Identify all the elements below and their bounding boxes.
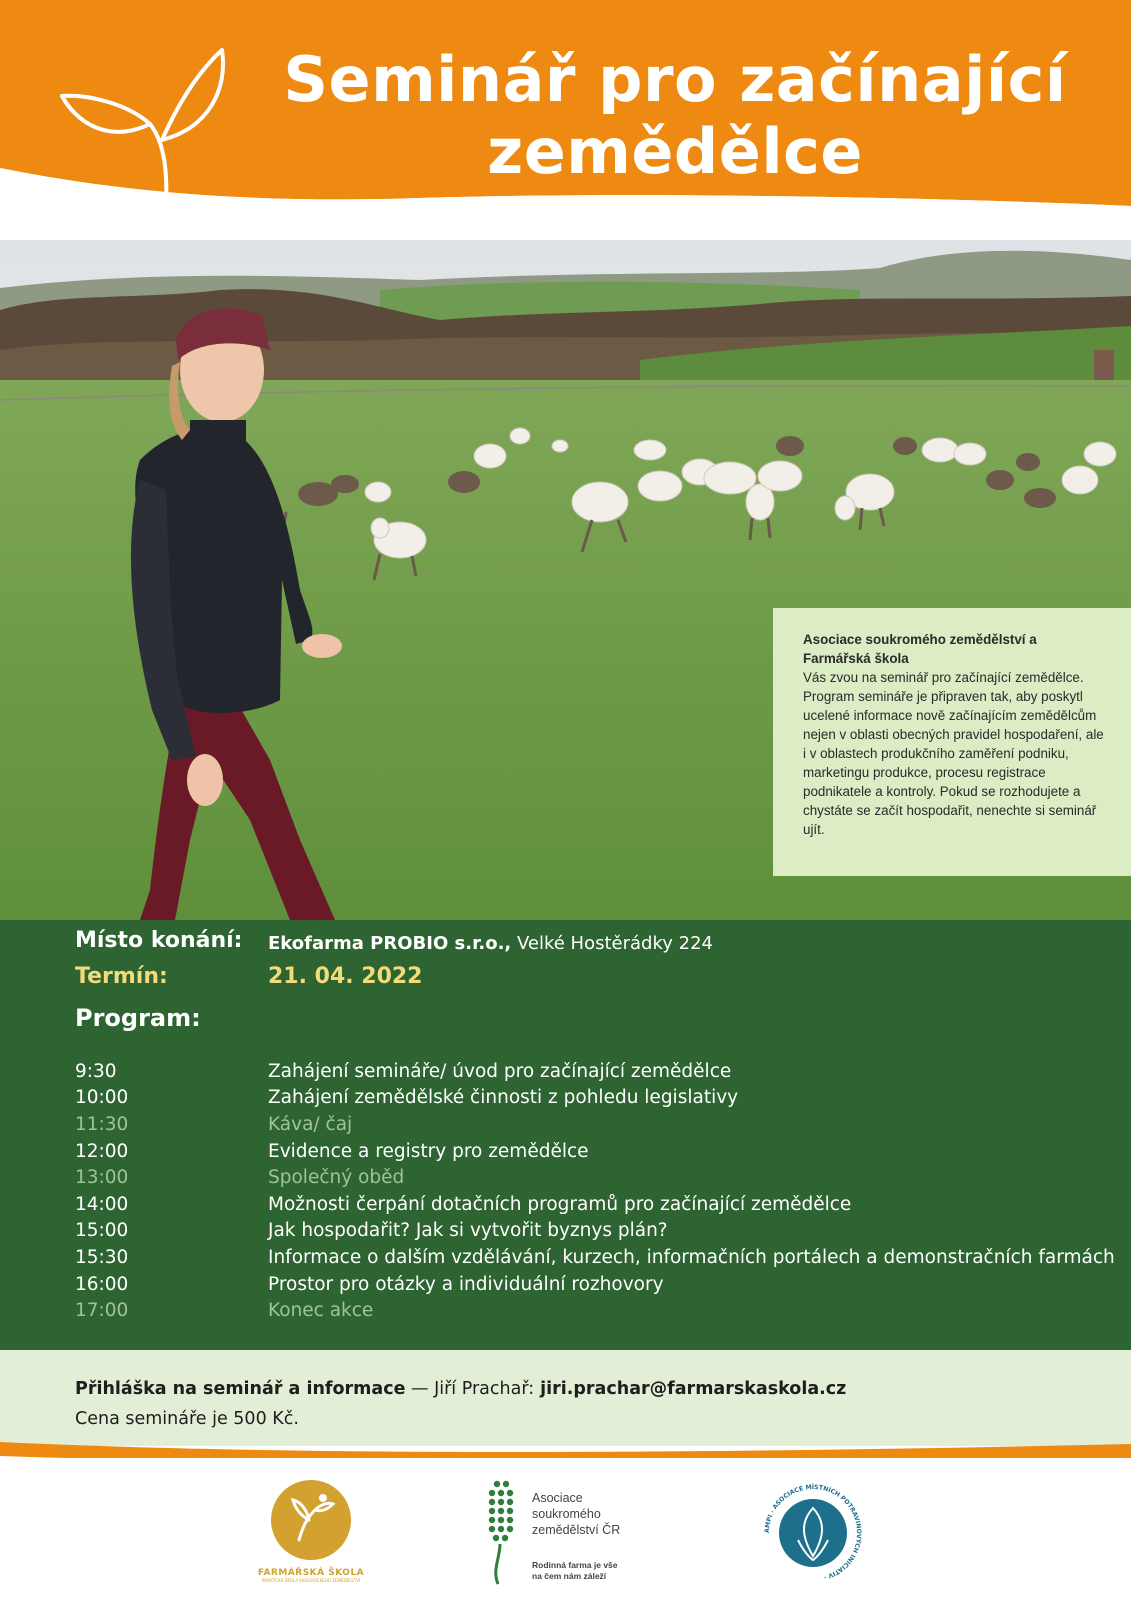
schedule-row (75, 1218, 1125, 1245)
invitation-text: Vás zvou na seminář pro začínající zemědělce. Program semináře je připraven tak, aby poskytl ucelené informace nově začínajícím zemědělcům nejen v oblasti obecných pravidel hospodaření, ale i v oblastech produkčního zaměření podniku, marketingu produkce, procesu registrace podnikatele a kontroly. Pokud se rozhodujete a chystáte se začít hospodařit, nenechte si seminář ujít. (803, 670, 1104, 837)
registration-section (0, 1350, 1131, 1446)
farmarska-skola-name: FARMÁŘSKÁ ŠKOLA (257, 1568, 365, 1578)
schedule-row (75, 1191, 1125, 1218)
invitation-box (773, 608, 1131, 876)
schedule-item: Prostor pro otázky a individuální rozhovory (268, 1273, 664, 1295)
venue-name: Ekofarma PROBIO s.r.o., (268, 933, 512, 954)
header-banner (0, 0, 1131, 240)
schedule-time: 15:00 (75, 1220, 129, 1242)
schedule-item: Informace o dalším vzdělávání, kurzech, informačních portálech a demonstračních farmách (268, 1246, 1115, 1268)
schedule-list (75, 1058, 1125, 1324)
seminar-price: Cena semináře je 500 Kč. (75, 1409, 299, 1429)
pasture-photo (0, 240, 1131, 920)
schedule-item: Zahájení zemědělské činnosti z pohledu legislativy (268, 1087, 739, 1109)
asz-tagline (532, 1560, 618, 1582)
schedule-item: Konec akce (268, 1300, 374, 1322)
registration-line (75, 1374, 1131, 1404)
venue-value (268, 933, 713, 954)
schedule-item: Káva/ čaj (268, 1113, 353, 1135)
date-value: 21. 04. 2022 (268, 964, 423, 989)
schedule-time: 11:30 (75, 1113, 129, 1135)
schedule-time: 10:00 (75, 1087, 129, 1109)
schedule-row (75, 1271, 1125, 1298)
asz-name-line-2: soukromého (532, 1507, 601, 1521)
asz-logo (484, 1478, 654, 1588)
asz-name-line-1: Asociace (532, 1491, 583, 1505)
schedule-row (75, 1244, 1125, 1271)
venue-label: Místo konání: (75, 928, 243, 953)
farmarska-skola-logo (256, 1478, 366, 1598)
ampi-ring-text: AMPI · ASOCIACE MÍSTNÍCH POTRAVINOVÝCH INICIATIV · (763, 1483, 863, 1581)
schedule-row (75, 1085, 1125, 1112)
schedule-time: 15:30 (75, 1246, 129, 1268)
schedule-time: 16:00 (75, 1273, 129, 1295)
schedule-item: Zahájení semináře/ úvod pro začínající zemědělce (268, 1060, 732, 1082)
partner-logos (0, 1458, 1131, 1600)
schedule-item: Společný oběd (268, 1167, 405, 1189)
registration-label: Přihláška na seminář a informace (75, 1379, 406, 1399)
schedule-row (75, 1164, 1125, 1191)
ampi-logo (758, 1478, 868, 1588)
schedule-row (75, 1058, 1125, 1085)
registration-contact: — Jiří Prachař: (405, 1379, 535, 1399)
asz-name (532, 1490, 620, 1538)
invitation-organizers: Asociace soukromého zemědělství a Farmářská škola (803, 632, 1037, 666)
asz-wheat-icon (484, 1478, 524, 1586)
title-line-2: zemědělce (487, 115, 863, 188)
asz-name-line-3: zemědělství ČR (532, 1523, 621, 1537)
farmarska-skola-subtitle: PRAKTICKÁ ŠKOLA EKOLOGICKÉHO ZEMĚDĚLSTVÍ (261, 1578, 361, 1583)
schedule-row (75, 1138, 1125, 1165)
schedule-time: 17:00 (75, 1300, 129, 1322)
schedule-row (75, 1111, 1125, 1138)
schedule-time: 9:30 (75, 1060, 117, 1082)
ampi-emblem-icon (758, 1478, 868, 1588)
date-label: Termín: (75, 964, 168, 989)
schedule-row (75, 1297, 1125, 1324)
asz-tagline-line-1: Rodinná farma je vše (532, 1560, 618, 1570)
schedule-time: 13:00 (75, 1167, 129, 1189)
page-title (250, 44, 1100, 188)
program-section (0, 920, 1131, 1350)
venue-address: Velké Hostěrádky 224 (511, 933, 713, 954)
title-line-1: Seminář pro začínající (283, 43, 1067, 116)
schedule-time: 14:00 (75, 1193, 129, 1215)
sprout-icon (58, 44, 238, 209)
farmarska-skola-emblem-icon (269, 1478, 353, 1562)
schedule-item: Evidence a registry pro zemědělce (268, 1140, 589, 1162)
schedule-item: Jak hospodařit? Jak si vytvořit byznys plán? (268, 1220, 668, 1242)
contact-email-link[interactable]: jiri.prachar@farmarskaskola.cz (540, 1379, 847, 1399)
asz-tagline-line-2: na čem nám záleží (532, 1571, 607, 1581)
schedule-item: Možnosti čerpání dotačních programů pro začínající zemědělce (268, 1193, 852, 1215)
schedule-time: 12:00 (75, 1140, 129, 1162)
program-label: Program: (75, 1004, 201, 1032)
